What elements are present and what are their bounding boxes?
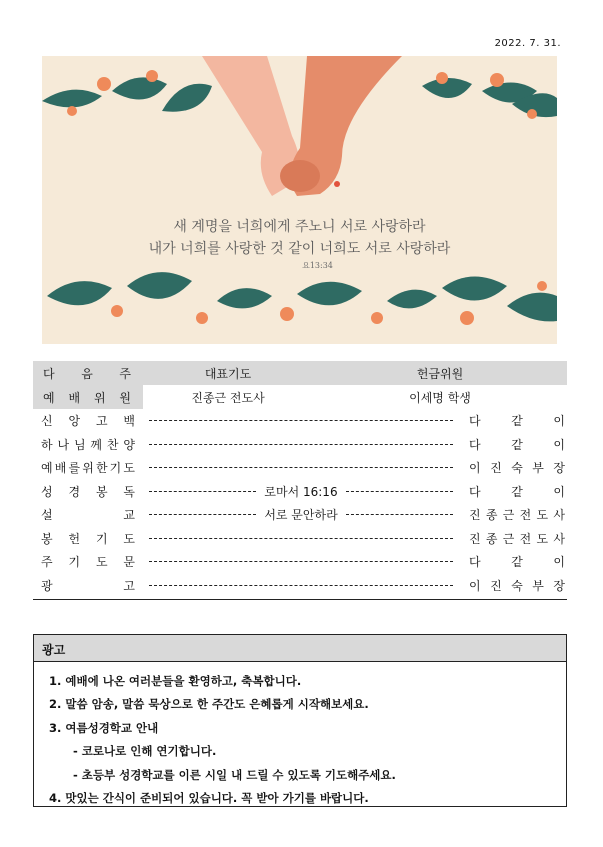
order-item-leader: 진 종 근 전 도 사 — [469, 531, 565, 546]
service-order-table — [33, 361, 567, 600]
order-item-leader: 이 진 숙 부 장 — [469, 461, 565, 476]
order-item-label: 하 나 님 께 찬 양 — [41, 437, 135, 452]
order-item-label: 성 경 봉 독 — [41, 484, 135, 499]
verse-banner — [42, 56, 557, 344]
order-row — [33, 574, 567, 598]
dashed-leader — [149, 527, 453, 551]
dashed-leader — [149, 550, 453, 574]
order-row — [33, 456, 567, 480]
order-item-label: 신 앙 고 백 — [41, 414, 135, 429]
next-week-label: 다 음 주 — [33, 361, 143, 385]
announcements-list — [34, 662, 566, 810]
order-item-label: 광 고 — [41, 578, 135, 593]
announcement-item: 1. 예배에 나온 여러분들을 환영하고, 축복합니다. — [49, 674, 302, 688]
announcements-title: 광고 — [34, 635, 566, 662]
dashed-leader — [149, 433, 453, 457]
offering-column-header: 헌금위원 — [416, 366, 464, 381]
order-item-leader: 진 종 근 전 도 사 — [469, 508, 565, 523]
order-row — [33, 527, 567, 551]
order-row — [33, 433, 567, 457]
dashed-leader — [149, 503, 453, 527]
service-committee-label: 예 배 위 원 — [33, 385, 143, 409]
order-row — [33, 409, 567, 433]
bulletin-date: 2022. 7. 31. — [494, 38, 561, 49]
order-item-leader: 이 진 숙 부 장 — [469, 578, 565, 593]
dashed-leader — [149, 409, 453, 433]
announcement-item: 4. 맛있는 간식이 준비되어 있습니다. 꼭 받아 가기를 바랍니다. — [49, 790, 369, 805]
service-committee-row — [33, 385, 567, 409]
order-item-leader: 다 같 이 — [469, 484, 565, 499]
order-row — [33, 503, 567, 527]
next-week-row — [33, 361, 567, 385]
verse-reference: 요13:34 — [302, 261, 333, 270]
offering-person: 이세명 학생 — [409, 390, 471, 405]
verse-line-2: 내가 너희를 사랑한 것 같이 너희도 서로 사랑하라 — [148, 241, 451, 257]
prayer-column-header: 대표기도 — [204, 366, 252, 381]
prayer-person: 진종근 전도사 — [191, 390, 265, 405]
order-item-label: 설 교 — [41, 508, 135, 523]
order-item-label: 주 기 도 문 — [41, 555, 135, 570]
order-rows — [33, 409, 567, 597]
order-item-label: 봉 헌 기 도 — [41, 531, 135, 546]
verse-line-1: 새 계명을 너희에게 주노니 서로 사랑하라 — [173, 219, 426, 235]
announcement-subitem: - 초등부 성경학교를 이른 시일 내 드릴 수 있도록 기도해주세요. — [73, 767, 396, 782]
holding-hands-illustration — [42, 56, 557, 344]
order-row — [33, 480, 567, 504]
order-row — [33, 550, 567, 574]
order-item-detail: 로마서 16:16 — [264, 484, 338, 499]
order-item-leader: 다 같 이 — [469, 414, 565, 429]
order-item-leader: 다 같 이 — [469, 437, 565, 452]
announcement-item: 2. 말씀 암송, 말씀 묵상으로 한 주간도 은혜롭게 시작해보세요. — [49, 697, 369, 712]
dashed-leader — [149, 574, 453, 598]
announcement-item: 3. 여름성경학교 안내 — [49, 720, 159, 735]
order-item-leader: 다 같 이 — [469, 555, 565, 570]
announcements-box — [33, 634, 567, 807]
dashed-leader — [149, 456, 453, 480]
table-bottom-rule — [33, 599, 567, 600]
dashed-leader — [149, 480, 453, 504]
order-item-detail: 서로 문안하라 — [264, 508, 338, 523]
order-item-label: 예 배 를 위 한 기 도 — [41, 461, 135, 476]
announcement-subitem: - 코로나로 인해 연기합니다. — [73, 744, 217, 759]
